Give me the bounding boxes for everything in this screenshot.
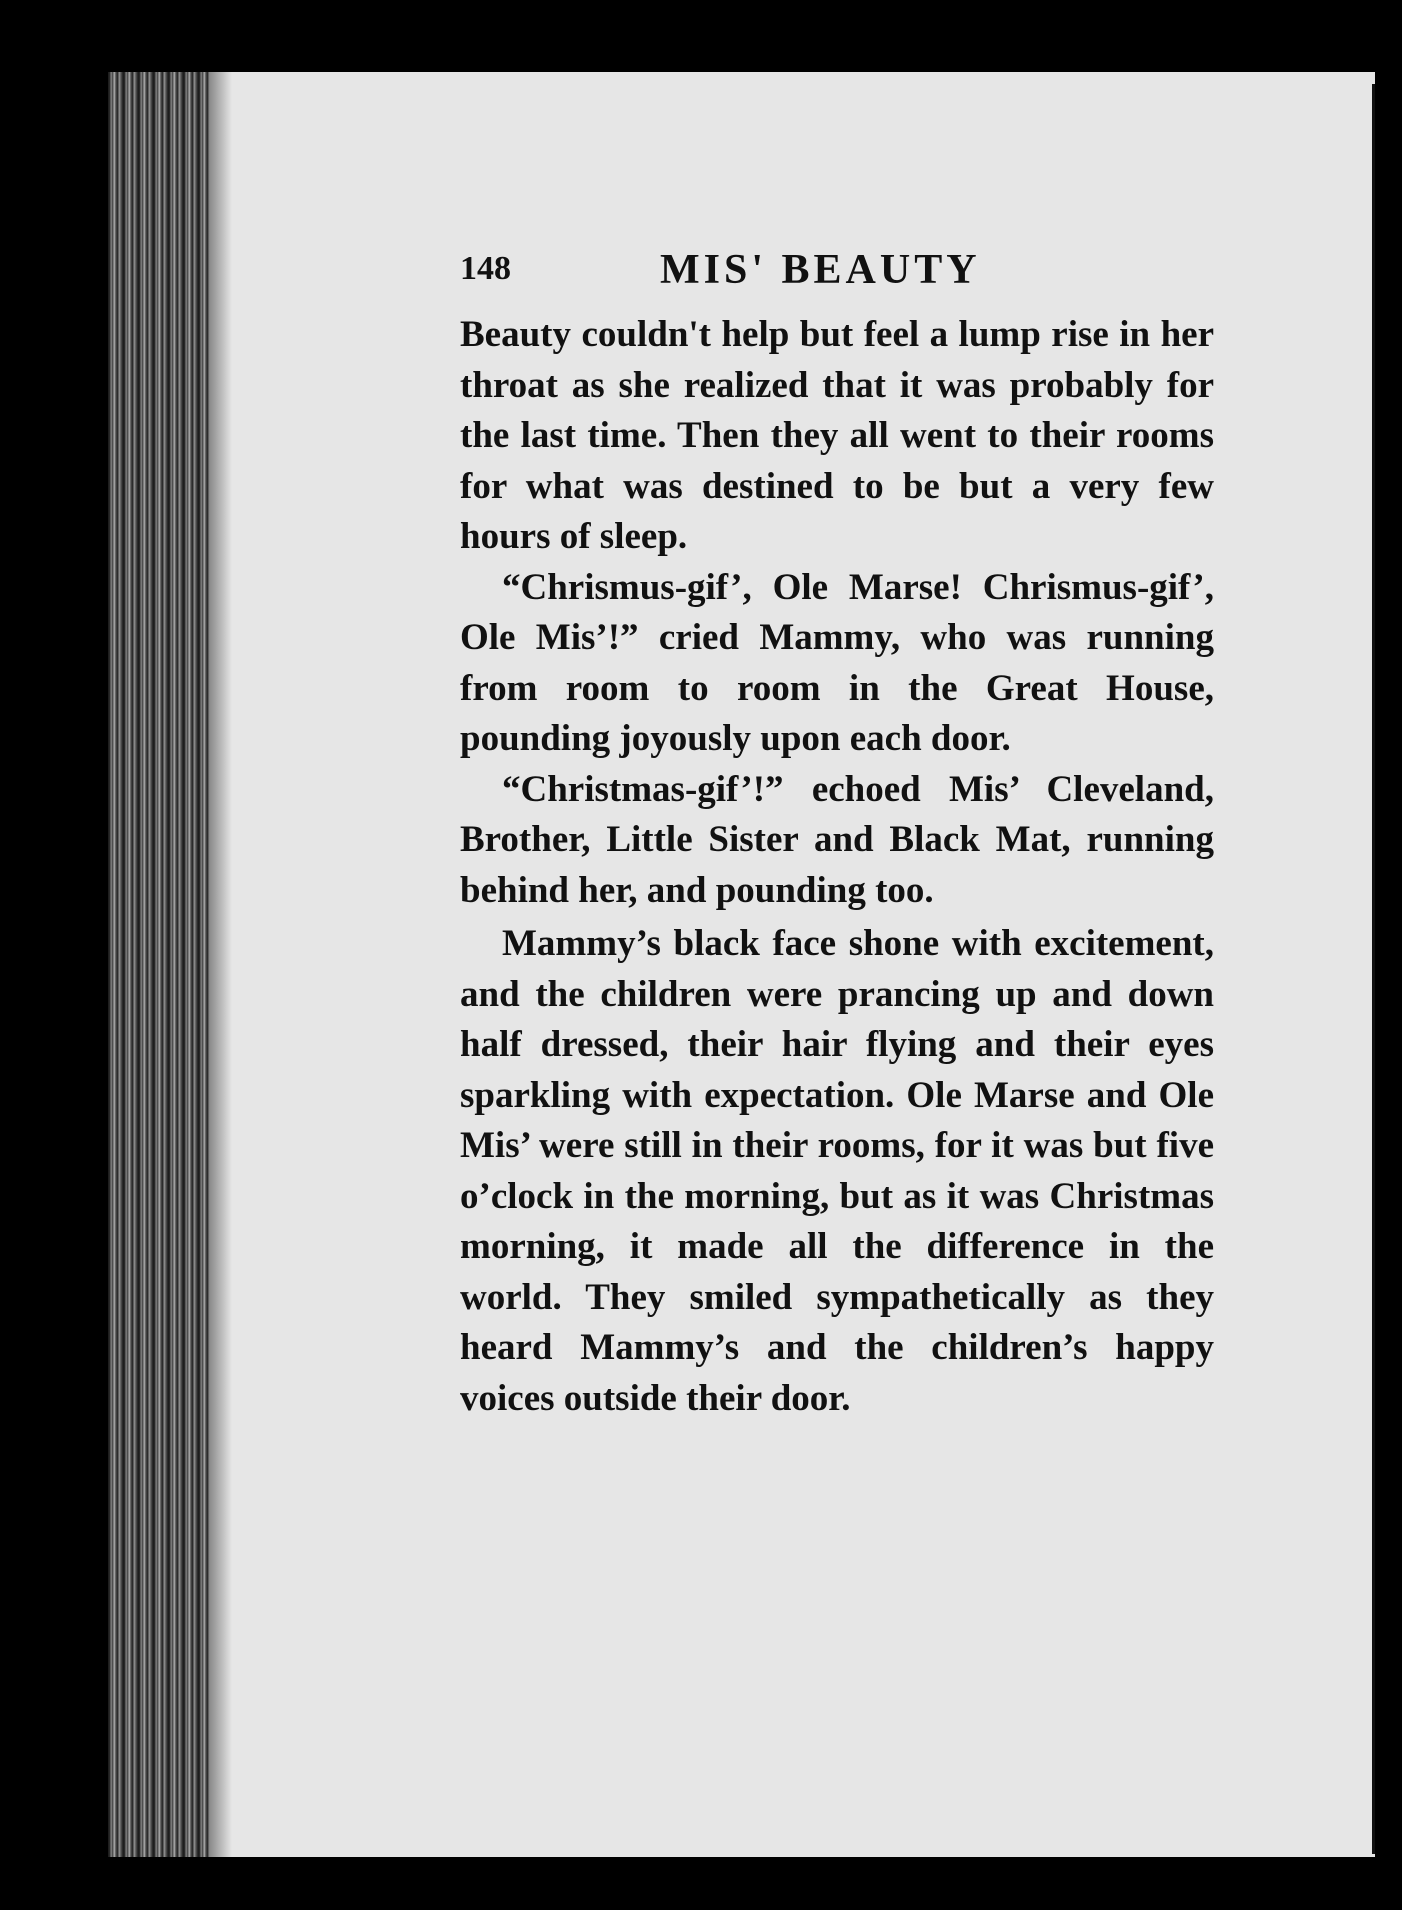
running-title: MIS' BEAUTY [660,247,981,293]
gutter-shadow [210,72,232,1857]
paragraph: “Chrismus-gif’, Ole Marse! Chrismus-gif’, Ole Mis’!” cried Mammy, who was running from room to room in the Great House, pounding joyously upon each door. [460,566,1214,759]
body-text [460,310,1214,1424]
page-header [460,246,1016,296]
paragraph: “Christmas-gif’!” echoed Mis’ Cleveland, Brother, Little Sister and Black Mat, running behind her, and pounding too. [460,768,1214,911]
paragraph: Mammy’s black face shone with excitement, and the children were prancing up and down half dressed, their hair flying and their eyes sparkling with expectation. Ole Marse and Ole Mis’ were still in their rooms, for it was but five o’clock in the morning, but as it was Christmas morning, it made all the difference in the world. They smiled sympathetically as they heard Mammy’s and the children’s happy voices outside their door. [460,923,1214,1419]
paragraph: Beauty couldn't help but feel a lump rise in her throat as she realized that it was probably for the last time. Then they all went to their rooms for what was destined to be but a very few hours of sleep. [460,314,1214,557]
page-right-edge [1372,84,1375,1854]
book-page-edges [108,72,218,1857]
page-number: 148 [460,250,511,287]
